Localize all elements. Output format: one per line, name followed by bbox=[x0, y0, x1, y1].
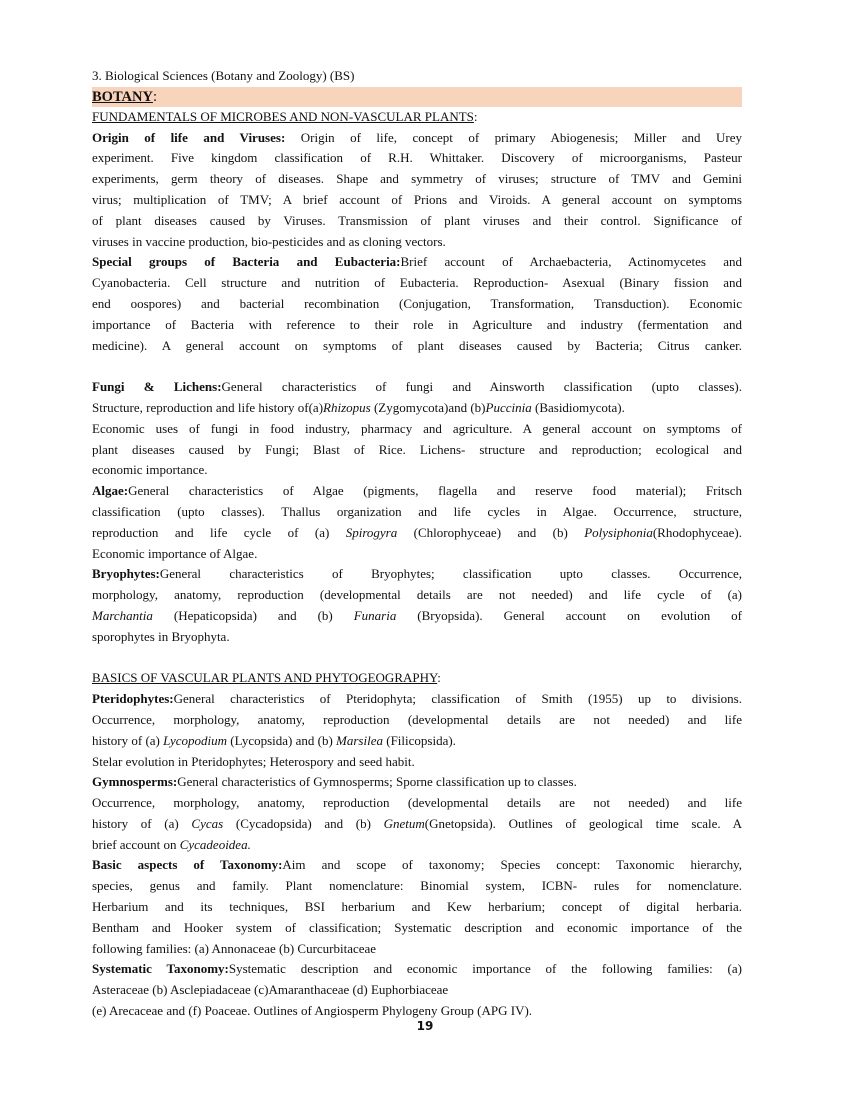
puccinia-name: Puccinia bbox=[485, 399, 532, 415]
bryophytes-line-2: morphology, anatomy, reproduction (developmental details are not needed) and life cycle of (a) bbox=[92, 587, 742, 603]
section1-heading-colon: : bbox=[473, 108, 478, 124]
bacteria-line-5: medicine). A general account on symptoms of plant diseases caused by Bacteria; Citrus canker. bbox=[92, 337, 742, 353]
fungi-term: Fungi & Lichens: bbox=[92, 379, 222, 395]
fungi-line-5: economic importance. bbox=[92, 462, 208, 478]
pteridophytes-term: Pteridophytes: bbox=[92, 691, 174, 707]
bacteria-line-3: end oospores) and bacterial recombination (Conjugation, Transformation, Transduction). Economic bbox=[92, 295, 742, 311]
bryophytes-term: Bryophytes: bbox=[92, 566, 160, 582]
section1-heading bbox=[92, 107, 742, 128]
origin-line-5: of plant diseases caused by Viruses. Transmission of plant viruses and their control. Significance of bbox=[92, 212, 742, 228]
spacer bbox=[92, 356, 742, 377]
origin-term: Origin of life and Viruses: bbox=[92, 129, 286, 145]
page-number: 19 bbox=[416, 1019, 434, 1033]
gymnosperms-line-4: brief account on Cycadeoidea. bbox=[92, 836, 251, 852]
section1-heading-text: FUNDAMENTALS OF MICROBES AND NON-VASCULAR PLANTS bbox=[92, 108, 474, 124]
algae-term: Algae: bbox=[92, 483, 129, 499]
pteridophytes-line-1: Pteridophytes:General characteristics of Pteridophyta; classification of Smith (1955) up to divisions. bbox=[92, 691, 742, 707]
algae-line-3: reproduction and life cycle of (a) Spirogyra (Chlorophyceae) and (b) Polysiphonia(Rhodophyceae). bbox=[92, 524, 742, 540]
systematic-term: Systematic Taxonomy: bbox=[92, 961, 229, 977]
bacteria-term: Special groups of Bacteria and Eubacteria: bbox=[92, 254, 401, 270]
section2-heading-text: BASICS OF VASCULAR PLANTS AND PHYTOGEOGRAPHY bbox=[92, 670, 438, 686]
taxonomy-term: Basic aspects of Taxonomy: bbox=[92, 857, 283, 873]
algae-line-1: Algae:General characteristics of Algae (pigments, flagella and reserve food material); Fritsch bbox=[92, 483, 742, 499]
fungi-line-1: Fungi & Lichens:General characteristics of fungi and Ainsworth classification (upto classes). bbox=[92, 379, 742, 395]
marsilea-name: Marsilea bbox=[336, 732, 383, 748]
taxonomy-line-4: Bentham and Hooker system of classification; Systematic description and economic importance of the bbox=[92, 919, 742, 935]
marchantia-name: Marchantia bbox=[92, 607, 153, 623]
taxonomy-line-1: Basic aspects of Taxonomy:Aim and scope of taxonomy; Species concept: Taxonomic hierarchy, bbox=[92, 857, 742, 873]
fungi-line-2: Structure, reproduction and life history of(a)Rhizopus (Zygomycota)and (b)Puccinia (Basidiomycota). bbox=[92, 399, 625, 415]
bacteria-line-4: importance of Bacteria with reference to their role in Agriculture and industry (fermentation and bbox=[92, 316, 742, 332]
taxonomy-line-2: species, genus and family. Plant nomenclature: Binomial system, ICBN- rules for nomenclature. bbox=[92, 878, 742, 894]
systematic-line-1: Systematic Taxonomy:Systematic description and economic importance of the following families: (a) bbox=[92, 961, 742, 977]
cycas-name: Cycas bbox=[191, 815, 224, 831]
systematic-line-2: Asteraceae (b) Asclepiadaceae (c)Amaranthaceae (d) Euphorbiaceae bbox=[92, 982, 449, 998]
gymnosperms-line-1: Gymnosperms:General characteristics of Gymnosperms; Sporne classification up to classes. bbox=[92, 774, 577, 790]
section2-heading bbox=[92, 668, 742, 689]
systematic-line-3: (e) Arecaceae and (f) Poaceae. Outlines of Angiosperm Phylogeny Group (APG IV). bbox=[92, 1003, 533, 1019]
bryophytes-line-4: sporophytes in Bryophyta. bbox=[92, 628, 230, 644]
bryophytes-line-1: Bryophytes:General characteristics of Bryophytes; classification upto classes. Occurrence, bbox=[92, 566, 742, 582]
algae-line-2: classification (upto classes). Thallus organization and life cycles in Algae. Occurrence, structure, bbox=[92, 503, 742, 519]
polysiphonia-name: Polysiphonia bbox=[584, 524, 653, 540]
botany-heading-bar bbox=[92, 87, 742, 107]
taxonomy-line-5: following families: (a) Annonaceae (b) Curcurbitaceae bbox=[92, 940, 377, 956]
gymnosperms-term: Gymnosperms: bbox=[92, 774, 178, 790]
page-content bbox=[92, 66, 742, 1022]
spacer bbox=[92, 648, 742, 669]
botany-title: BOTANY bbox=[92, 88, 153, 105]
gymnosperms-line-2: Occurrence, morphology, anatomy, reproduction (developmental details are not needed) and life bbox=[92, 795, 742, 811]
cycadeoidea-name: Cycadeoidea. bbox=[179, 836, 251, 852]
spirogyra-name: Spirogyra bbox=[345, 524, 398, 540]
origin-line-6: viruses in vaccine production, bio-pesticides and as cloning vectors. bbox=[92, 233, 446, 249]
gymnosperms-line-3: history of (a) Cycas (Cycadopsida) and (b) Gnetum(Gnetopsida). Outlines of geological time scale. A bbox=[92, 815, 742, 831]
gnetum-name: Gnetum bbox=[383, 815, 425, 831]
bacteria-line-1: Special groups of Bacteria and Eubacteria:Brief account of Archaebacteria, Actinomycetes and bbox=[92, 254, 743, 270]
botany-colon: : bbox=[152, 88, 157, 105]
pteridophytes-line-2: Occurrence, morphology, anatomy, reproduction (developmental details are not needed) and life bbox=[92, 711, 742, 727]
section2-heading-colon: : bbox=[437, 670, 441, 686]
bryophytes-line-3: Marchantia (Hepaticopsida) and (b) Funaria (Bryopsida). General account on evolution of bbox=[92, 607, 742, 623]
pteridophytes-line-4: Stelar evolution in Pteridophytes; Heterospory and seed habit. bbox=[92, 753, 415, 769]
origin-line-3: experiments, germ theory of diseases. Shape and symmetry of viruses; structure of TMV and Gemini bbox=[92, 171, 742, 187]
paper-header: 3. Biological Sciences (Botany and Zoology) (BS) bbox=[92, 68, 355, 83]
rhizopus-name: Rhizopus bbox=[323, 399, 371, 415]
bacteria-line-2: Cyanobacteria. Cell structure and nutrition of Eubacteria. Reproduction- Asexual (Binary fission and bbox=[92, 275, 742, 291]
algae-line-4: Economic importance of Algae. bbox=[92, 545, 258, 561]
origin-line-2: experiment. Five kingdom classification of R.H. Whittaker. Discovery of microorganisms, Pasteur bbox=[92, 150, 742, 166]
fungi-line-3: Economic uses of fungi in food industry, pharmacy and agriculture. A general account on symptoms of bbox=[92, 420, 742, 436]
fungi-line-4: plant diseases caused by Fungi; Blast of Rice. Lichens- structure and reproduction; ecological and bbox=[92, 441, 742, 457]
origin-line-4: virus; multiplication of TMV; A brief account of Prions and Viroids. A general account on symptoms bbox=[92, 191, 742, 207]
taxonomy-line-3: Herbarium and its techniques, BSI herbarium and Kew herbarium; concept of digital herbaria. bbox=[92, 899, 742, 915]
origin-line-1: Origin of life and Viruses: Origin of life, concept of primary Abiogenesis; Miller and Urey bbox=[92, 129, 742, 145]
lycopodium-name: Lycopodium bbox=[163, 732, 228, 748]
funaria-name: Funaria bbox=[353, 607, 397, 623]
pteridophytes-line-3: history of (a) Lycopodium (Lycopsida) and (b) Marsilea (Filicopsida). bbox=[92, 732, 456, 748]
